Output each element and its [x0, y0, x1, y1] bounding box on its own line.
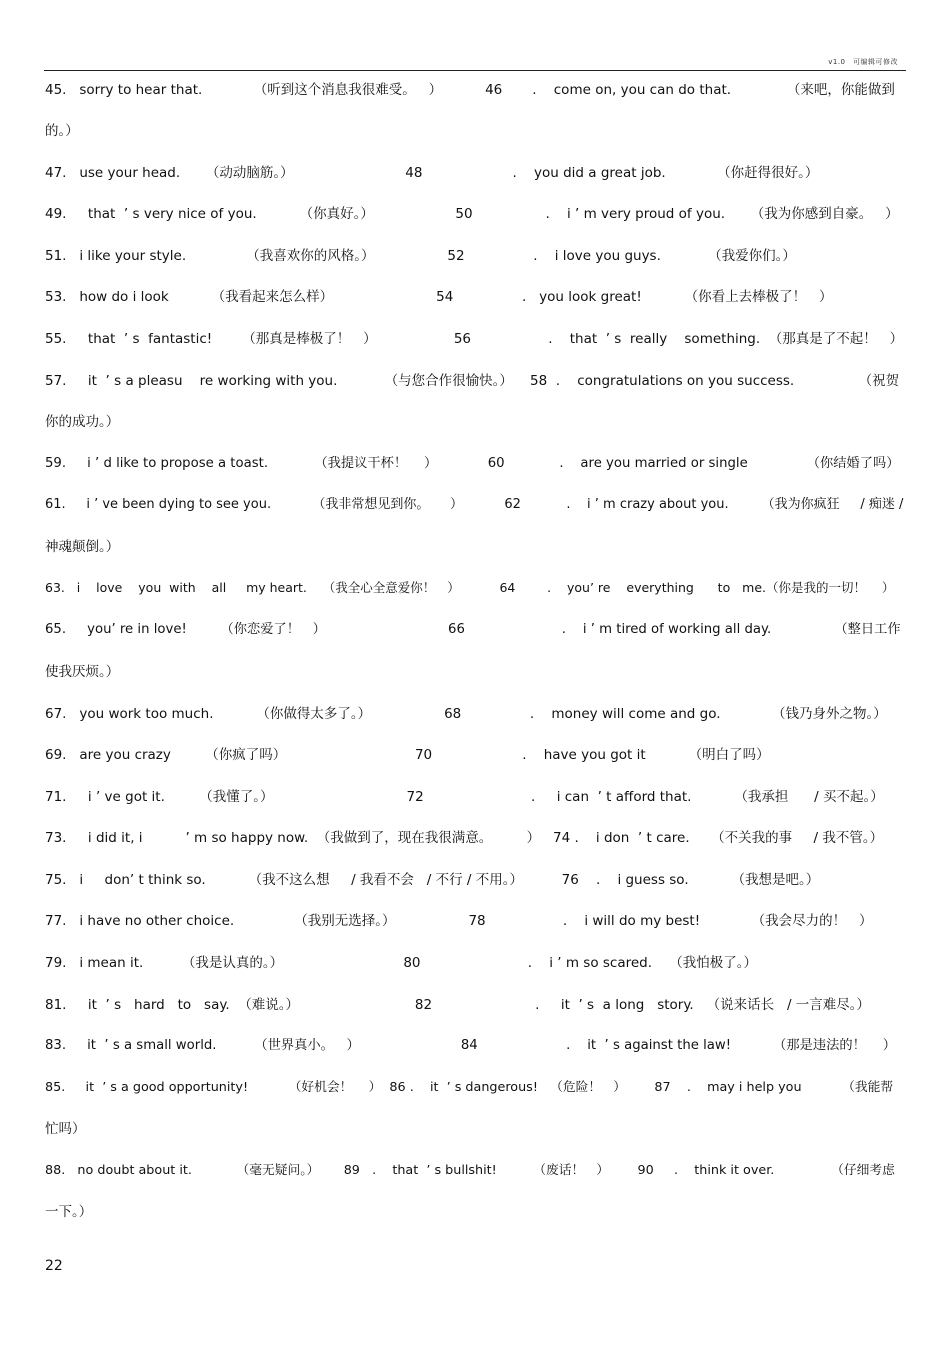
text-line: 85. it ’ s a good opportunity! （好机会！ ） 86 . it ’ s dangerous! （危险！ ） 87 . may i help you （我能帮	[45, 1080, 894, 1095]
text-line: 67. you work too much. （你做得太多了。） 68 . money will come and go. （钱乃身外之物。）	[45, 706, 887, 722]
text-line: 59. i ’ d like to propose a toast. （我提议干杯！ ） 60 . are you married or single （你结婚了吗）	[45, 456, 900, 471]
text-line: 77. i have no other choice. （我别无选择。） 78 . i will do my best! （我会尽力的！ ）	[45, 913, 873, 929]
text-line: 75. i don’ t think so. （我不这么想 / 我看不会 / 不行 / 不用。） 76 . i guess so. （我想是吧。）	[45, 872, 820, 888]
text-line: 88. no doubt about it. （毫无疑问。） 89 . that ’ s bullshit! （废话！ ） 90 . think it over. （仔细考虑	[45, 1163, 895, 1178]
text-line: 51. i like your style. （我喜欢你的风格。） 52 . i love you guys. （我爱你们。）	[45, 248, 796, 264]
text-line: 83. it ’ s a small world. （世界真小。 ） 84 . it ’ s against the law! （那是违法的！ ）	[45, 1038, 896, 1053]
text-line: 63. i love you with all my heart. （我全心全意爱你！ ） 64 . you’ re everything to me.（你是我的一切！ ）	[45, 580, 895, 595]
text-line: 57. it ’ s a pleasu re working with you. （与您合作很愉快。） 58 . congratulations on you success. （祝贺	[45, 373, 900, 389]
text-line: 61. i ’ ve been dying to see you. （我非常想见到你。 ） 62 . i ’ m crazy about you. （我为你疯狂 / 痴迷 /	[45, 497, 904, 512]
page-number: 22	[45, 1258, 63, 1274]
text-line: 53. how do i look （我看起来怎么样） 54 . you look great! （你看上去棒极了！ ）	[45, 289, 833, 305]
text-line: 81. it ’ s hard to say. （难说。） 82 . it ’ s a long story. （说来话长 / 一言难尽。）	[45, 997, 871, 1013]
text-line: 使我厌烦。）	[45, 664, 120, 680]
version-note: v1.0 可编辑可修改	[828, 58, 898, 66]
header-rule	[44, 70, 906, 71]
text-line: 神魂颠倒。）	[45, 539, 120, 555]
text-line: 65. you’ re in love! （你恋爱了！ ） 66 . i ’ m tired of working all day. （整日工作	[45, 622, 901, 637]
text-line: 71. i ’ ve got it. （我懂了。） 72 . i can ’ t afford that. （我承担 / 买不起。）	[45, 789, 884, 805]
text-line: 55. that ’ s fantastic! （那真是棒极了！ ） 56 . that ’ s really something. （那真是了不起！ ）	[45, 331, 904, 347]
text-line: 73. i did it, i ’ m so happy now. （我做到了，现在我很满意。 ） 74 . i don ’ t care. （不关我的事 / 我不管。）	[45, 830, 884, 846]
text-line: 47. use your head. （动动脑筋。） 48 . you did a great job. （你赶得很好。）	[45, 165, 819, 181]
text-line: 69. are you crazy （你疯了吗） 70 . have you got it （明白了吗）	[45, 747, 770, 763]
text-line: 你的成功。）	[45, 414, 120, 430]
text-line: 一下。）	[45, 1204, 93, 1220]
text-line: 49. that ’ s very nice of you. （你真好。） 50 . i ’ m very proud of you. （我为你感到自豪。 ）	[45, 206, 899, 222]
text-line: 忙吗）	[45, 1121, 86, 1137]
text-line: 45. sorry to hear that. （听到这个消息我很难受。 ） 46 . come on, you can do that. （来吧，你能做到	[45, 82, 895, 98]
text-line: 79. i mean it. （我是认真的。） 80 . i ’ m so scared. （我怕极了。）	[45, 955, 757, 971]
text-line: 的。）	[45, 123, 79, 139]
